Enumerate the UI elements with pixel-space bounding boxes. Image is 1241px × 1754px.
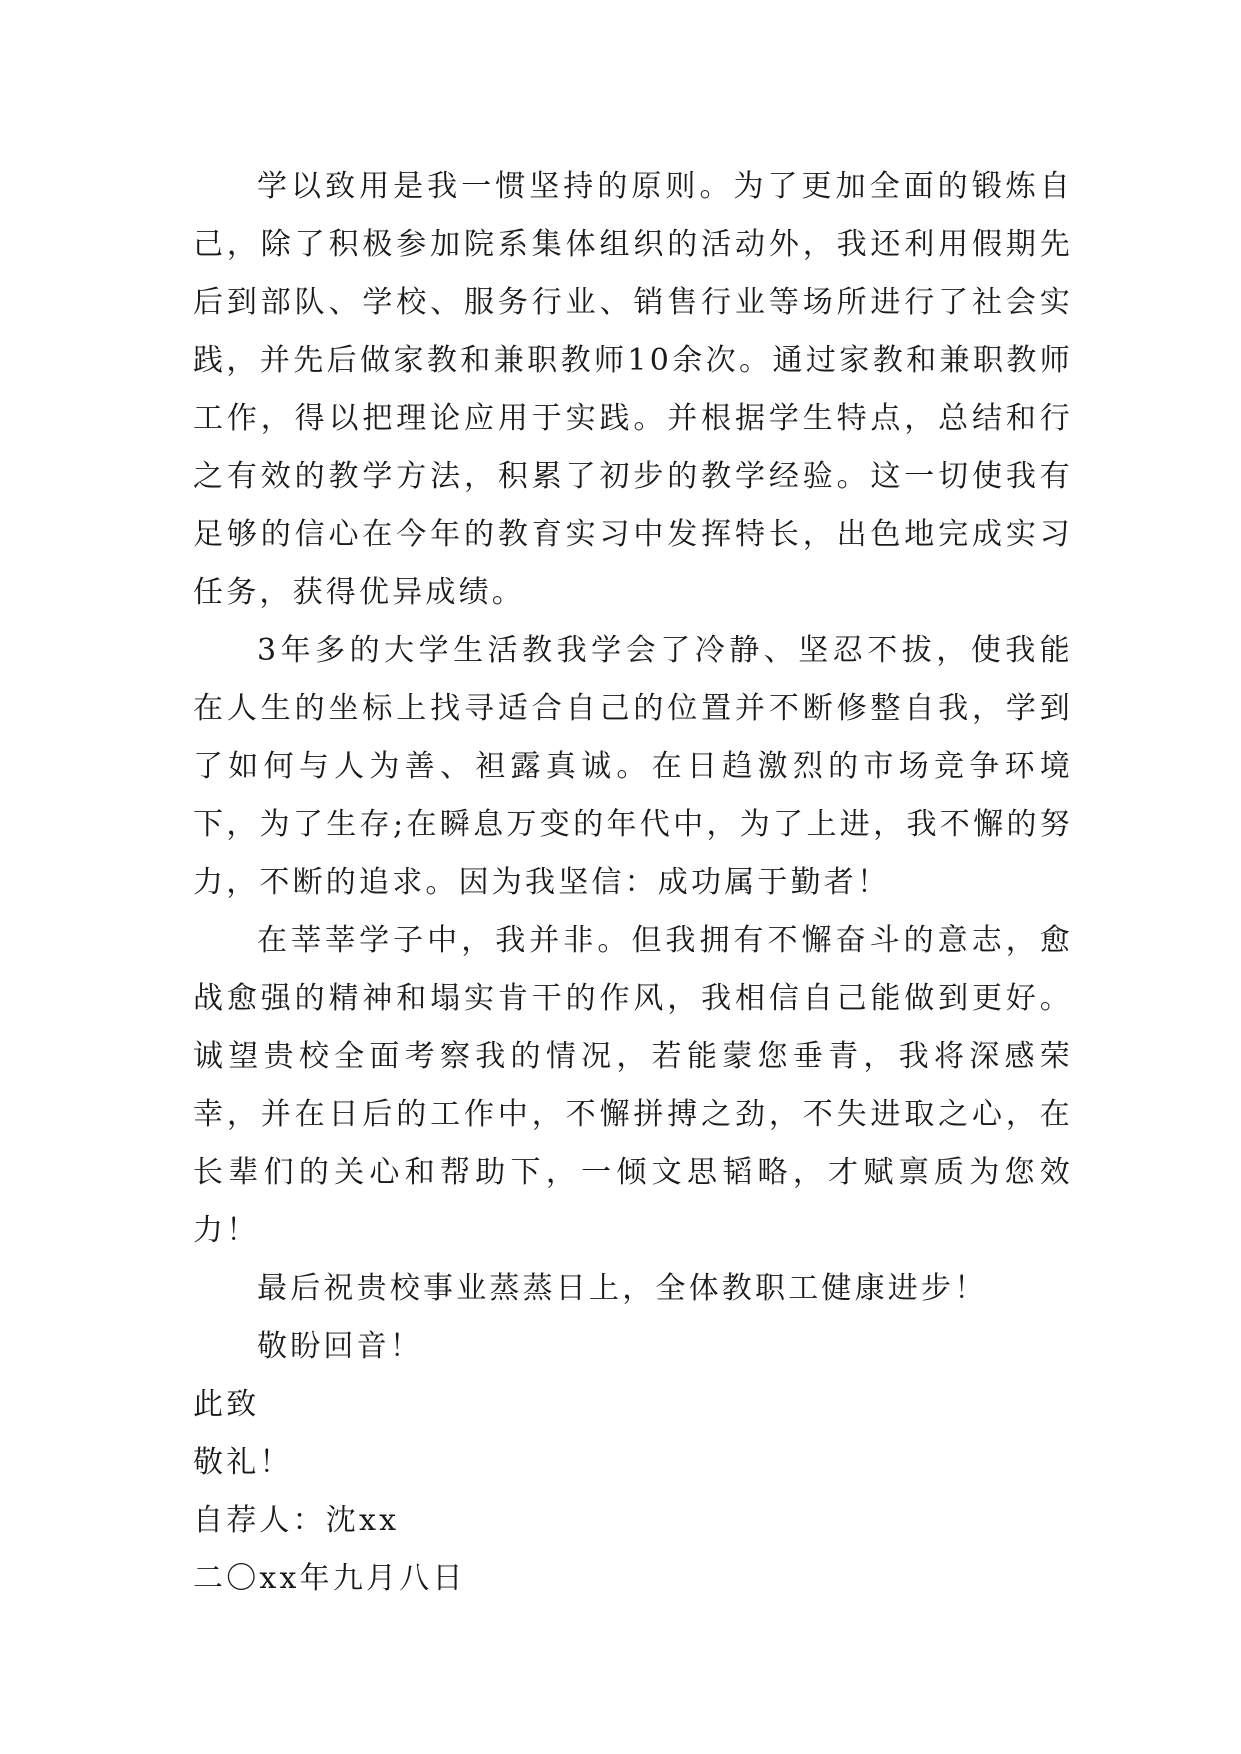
date-line: 二〇xx年九月八日 — [193, 1561, 466, 1596]
paragraph-college-life: 3年多的大学生活教我学会了冷静、坚忍不拔，使我能在人生的坐标上找寻适合自己的位置并不断修整自我，学到了如何与人为善、袒露真诚。在日趋激烈的市场竞争环境下，为了生存;在瞬息万变的年代中，为了上进，我不懈的努力，不断的追求。因为我坚信：成功属于勤者！ — [193, 633, 1073, 900]
salutation-regards: 敬礼！ — [193, 1445, 293, 1480]
paragraph-practice: 学以致用是我一惯坚持的原则。为了更加全面的锻炼自己，除了积极参加院系集体组织的活动外，我还利用假期先后到部队、学校、服务行业、销售行业等场所进行了社会实践，并先后做家教和兼职教师10余次。通过家教和兼职教师工作，得以把理论应用于实践。并根据学生特点，总结和行之有效的教学方法，积累了初步的教学经验。这一切使我有足够的信心在今年的教育实习中发挥特长，出色地完成实习任务，获得优异成绩。 — [193, 169, 1073, 610]
paragraph-await-reply: 敬盼回音！ — [257, 1329, 423, 1364]
letter-body — [193, 158, 1073, 1608]
paragraph-request: 在莘莘学子中，我并非。但我拥有不懈奋斗的意志，愈战愈强的精神和塌实肯干的作风，我相信自己能做到更好。诚望贵校全面考察我的情况，若能蒙您垂青，我将深感荣幸，并在日后的工作中，不懈拼搏之劲，不失进取之心，在长辈们的关心和帮助下，一倾文思韬略，才赋禀质为您效力！ — [193, 923, 1073, 1248]
salutation-closing: 此致 — [193, 1387, 260, 1422]
paragraph-wishes: 最后祝贵校事业蒸蒸日上，全体教职工健康进步！ — [257, 1271, 988, 1306]
signature-line: 自荐人：沈xx — [193, 1503, 400, 1538]
